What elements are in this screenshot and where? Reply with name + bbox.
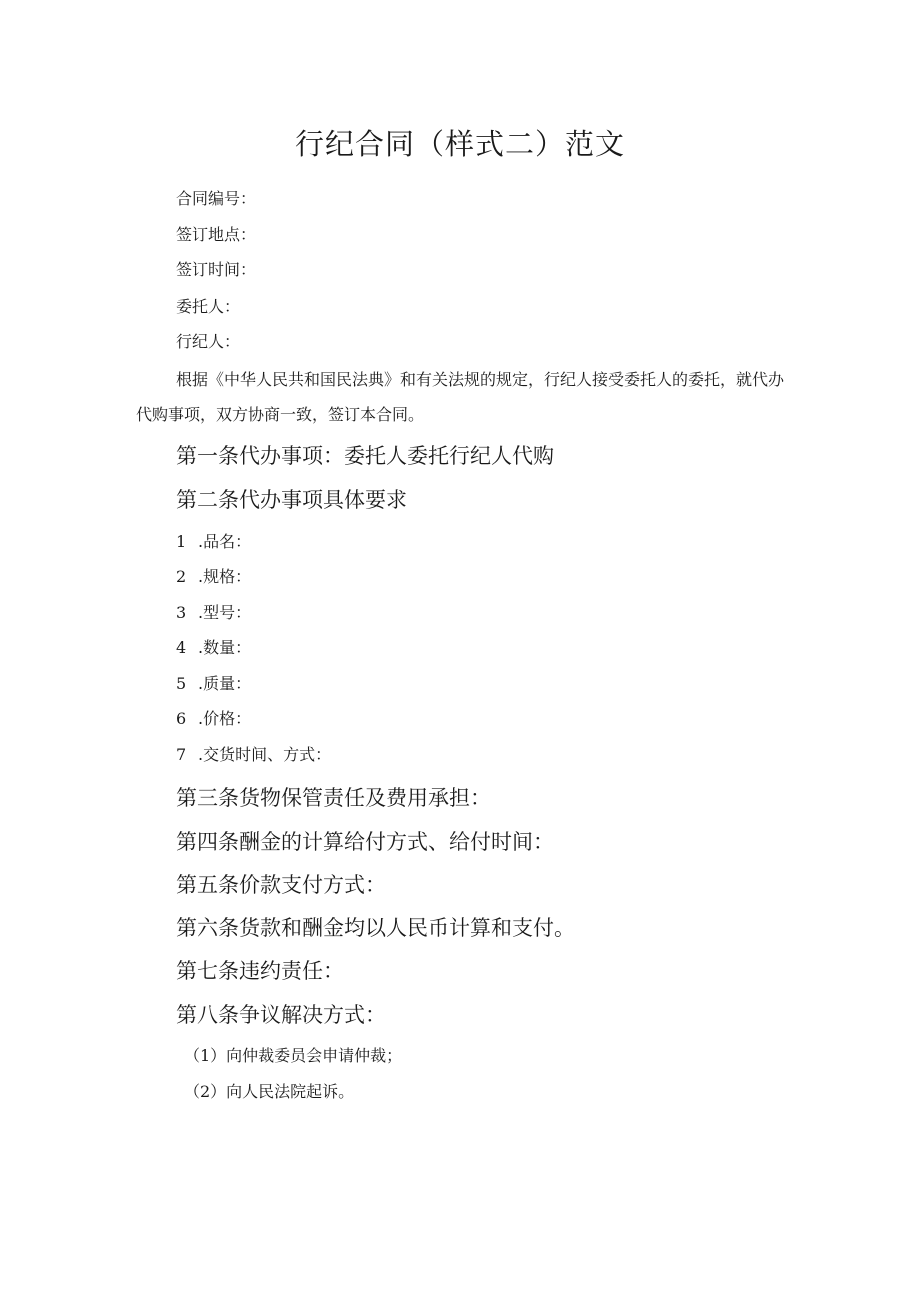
requirement-text: .规格：	[198, 567, 252, 586]
contract-number-field: 合同编号：	[176, 189, 257, 208]
signing-time-field: 签订时间：	[176, 260, 257, 279]
requirement-text: .交货时间、方式：	[198, 745, 332, 764]
principal-field: 委托人：	[176, 297, 241, 316]
requirement-number: 7	[176, 745, 187, 764]
article-7: 第七条违约责任：	[176, 959, 344, 983]
dispute-option-court: （2）向人民法院起诉。	[184, 1082, 355, 1101]
document-title: 行纪合同（样式二）范文	[294, 127, 625, 161]
article-2: 第二条代办事项具体要求	[176, 488, 407, 512]
requirement-text: .品名：	[198, 532, 252, 551]
requirement-item	[176, 744, 331, 766]
article-4: 第四条酬金的计算给付方式、给付时间：	[176, 830, 554, 854]
requirement-item	[176, 566, 251, 588]
requirement-item	[176, 531, 251, 553]
requirement-number: 3	[176, 603, 187, 622]
article-3: 第三条货物保管责任及费用承担：	[176, 786, 491, 810]
requirement-item	[176, 673, 251, 695]
requirement-text: .型号：	[198, 603, 252, 622]
article-5: 第五条价款支付方式：	[176, 873, 386, 897]
article-8: 第八条争议解决方式：	[176, 1003, 386, 1027]
requirement-number: 5	[176, 674, 187, 693]
article-1: 第一条代办事项：委托人委托行纪人代购	[176, 444, 554, 468]
requirement-item	[176, 602, 251, 624]
requirement-item	[176, 637, 251, 659]
requirement-text: .价格：	[198, 709, 252, 728]
requirement-item	[176, 708, 251, 730]
requirement-text: .质量：	[198, 674, 252, 693]
requirement-number: 1	[176, 532, 187, 551]
article-6: 第六条货款和酬金均以人民币计算和支付。	[176, 916, 575, 940]
requirement-number: 4	[176, 638, 187, 657]
requirement-number: 2	[176, 567, 187, 586]
requirement-text: .数量：	[198, 638, 252, 657]
commission-agent-field: 行纪人：	[176, 332, 241, 351]
preamble-paragraph: 根据《中华人民共和国民法典》和有关法规的规定，行纪人接受委托人的委托，就代办代购事项，双方协商一致，签订本合同。	[136, 370, 785, 424]
requirement-number: 6	[176, 709, 187, 728]
dispute-option-arbitration: （1）向仲裁委员会申请仲裁；	[184, 1046, 403, 1065]
signing-place-field: 签订地点：	[176, 225, 257, 244]
